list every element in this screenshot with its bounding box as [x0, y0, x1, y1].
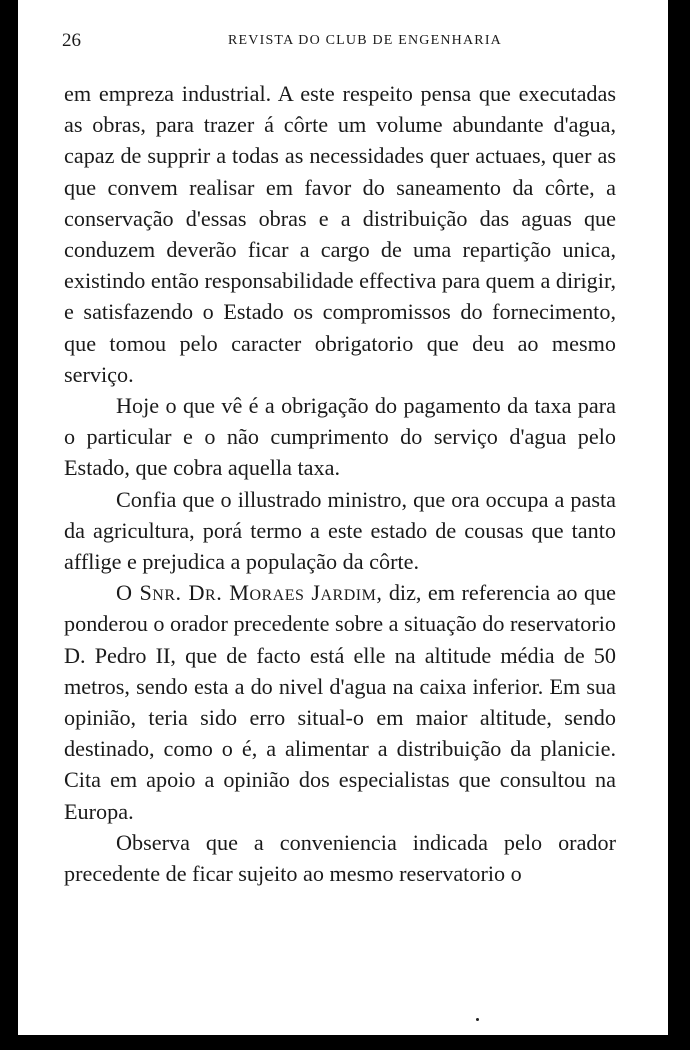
body-text — [64, 78, 616, 889]
paragraph-3: Confia que o illustrado ministro, que ora occupa a pasta da agricultura, porá termo a este estado de cousas que tanto afflige e prejudica a população da côrte. — [64, 486, 616, 575]
paragraph-1: em empreza industrial. A este respeito pensa que executadas as obras, para trazer á côrte um volume abundante d'agua, capaz de supprir a todas as necessidades quer actuaes, quer as que convem realisar em favor do saneamento da côrte, a conservação d'essas obras e a distribuição das aguas que conduzem deverão ficar a cargo de uma repartição unica, existindo então responsabilidade effectiva para quem a dirigir, e satisfazendo o Estado os compromissos do fornecimento, que tomou pelo caracter obrigatorio que deu ao mesmo serviço. — [64, 81, 616, 387]
page-header — [62, 30, 638, 54]
document-page — [18, 0, 668, 1035]
paragraph-2: Hoje o que vê é a obrigação do pagamento da taxa para o particular e o não cumprimento do serviço d'agua pelo Estado, que cobra aquella taxa. — [64, 393, 616, 481]
page-number: 26 — [62, 30, 81, 51]
paragraph-4-text: diz, em referencia ao que ponderou o orador precedente sobre a situação do reservatorio D. Pedro II, que de facto está elle na altitude média de 50 metros, sendo esta a do nivel d'agua na caixa inferior. Em sua opinião, teria sido erro situal-o em maior altitude, sendo destinado, como o é, a alimentar a distribuição da planicie. Cita em apoio a opinião dos especialistas que consultou na Europa. — [64, 580, 617, 824]
speaker-name: O Snr. Dr. Moraes Jardim, — [116, 580, 383, 606]
paragraph-4 — [64, 577, 616, 827]
ink-speck — [476, 1018, 479, 1021]
paragraph-5: Observa que a conveniencia indicada pelo orador precedente de ficar sujeito ao mesmo reservatorio o — [64, 829, 616, 887]
running-title: REVISTA DO CLUB DE ENGENHARIA — [227, 33, 502, 48]
